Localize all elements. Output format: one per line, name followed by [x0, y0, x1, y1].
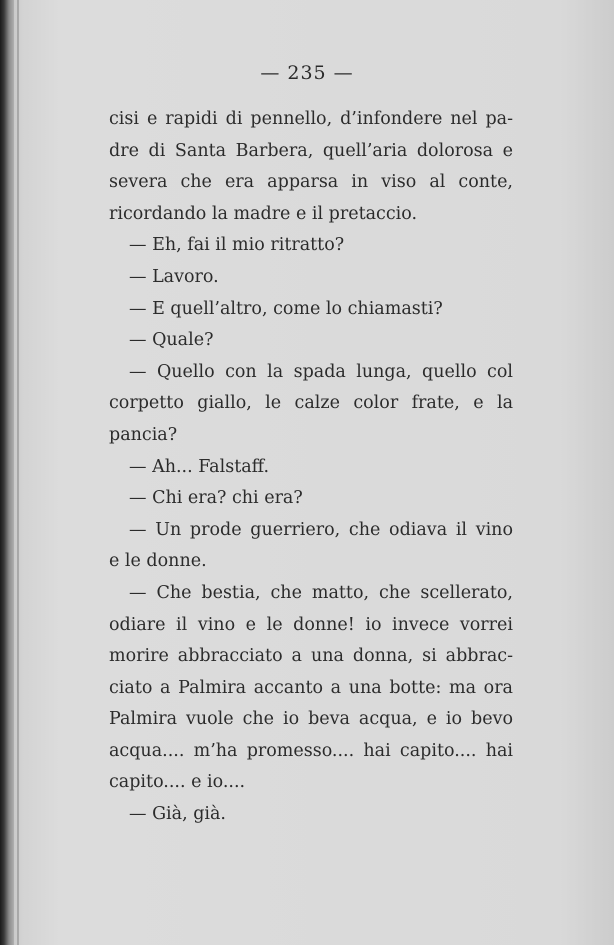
dialogue-line: — Lavoro. — [129, 266, 219, 287]
text-line: pancia? — [109, 424, 178, 445]
dialogue-line: — Un prode guerriero, che odiava il vino — [129, 519, 513, 540]
text-line: Palmira vuole che io beva acqua, e io bevo — [109, 709, 513, 730]
text-line: morire abbracciato a una donna, si abbrac- — [109, 646, 513, 667]
text-line: ciato a Palmira accanto a una botte: ma ora — [109, 677, 513, 698]
dialogue-line: — Quale? — [129, 330, 214, 351]
dialogue-line: — Già, già. — [129, 804, 226, 825]
text-line: dre di Santa Barbera, quell’aria dolorosa e — [109, 140, 513, 161]
page-fold-line — [17, 0, 19, 945]
dialogue-line: — Eh, fai il mio ritratto? — [129, 235, 345, 256]
text-line: odiare il vino e le donne! io invece vorrei — [109, 614, 513, 635]
dialogue-line: — Quello con la spada lunga, quello col — [129, 361, 513, 382]
text-line: capito.... e io.... — [109, 772, 246, 793]
text-line: cisi e rapidi di pennello, d’infondere nel pa- — [109, 109, 513, 129]
text-line: severa che era apparsa in viso al conte, — [109, 172, 513, 193]
text-line: corpetto giallo, le calze color frate, e la — [109, 393, 513, 414]
page-binding-edge — [0, 0, 14, 945]
page-number: — 235 — — [260, 62, 354, 84]
dialogue-line: — E quell’altro, come lo chiamasti? — [129, 298, 443, 319]
dialogue-line: — Ah... Falstaff. — [129, 456, 270, 477]
dialogue-line: — Chi era? chi era? — [129, 488, 303, 509]
body-text — [109, 104, 513, 831]
dialogue-line: — Che bestia, che matto, che scellerato, — [129, 582, 513, 603]
text-line: acqua.... m’ha promesso.... hai capito.... hai — [109, 740, 513, 761]
text-line: ricordando la madre e il pretaccio. — [109, 203, 418, 224]
text-line: e le donne. — [109, 551, 207, 572]
